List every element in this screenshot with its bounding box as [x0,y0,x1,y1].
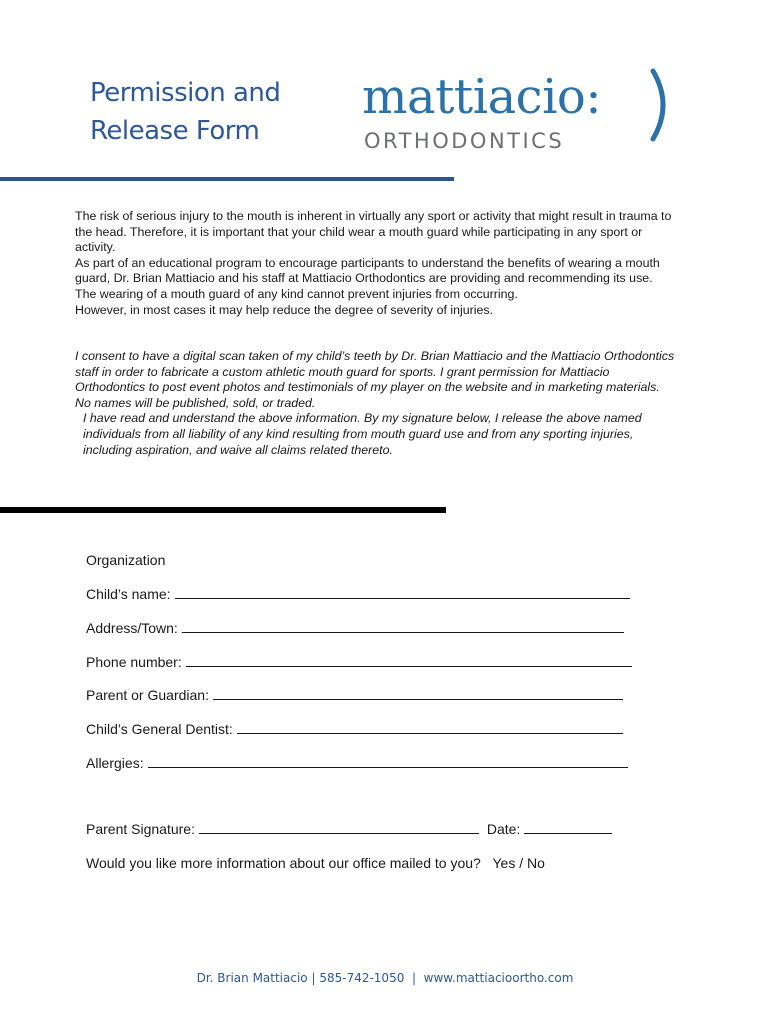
signature-field[interactable] [86,820,612,838]
childs-name-line[interactable] [175,585,630,599]
footer-doctor: Dr. Brian Mattiacio [196,971,308,985]
childs-name-label: Child’s name: [86,586,171,602]
logo-subtitle: ORTHODONTICS [364,129,565,153]
intro-text [75,209,675,318]
dentist-line[interactable] [237,720,623,734]
title-line-2: Release Form [90,116,260,146]
allergies-line[interactable] [148,754,628,768]
organization-field [86,551,165,569]
form-title [90,74,330,150]
header-divider [0,177,454,181]
dentist-label: Child’s General Dentist: [86,721,233,737]
mattiacio-logo [362,62,682,157]
childs-name-field[interactable] [86,585,630,603]
footer-phone: 585-742-1050 [319,971,405,985]
phone-label: Phone number: [86,654,182,670]
address-label: Address/Town: [86,620,178,636]
address-line[interactable] [182,619,624,633]
logo-wordmark: mattiacio: [362,69,601,125]
parent-label: Parent or Guardian: [86,687,209,703]
smile-paren-icon [649,68,673,142]
consent-paragraph: I consent to have a digital scan taken of my child’s teeth by Dr. Brian Mattiacio and the Mattiacio Orthodontics staff in order to fabricate a custom athletic mouth guard for sports. I grant permission for Mattiacio Orthodontics to post event photos and testimonials of my player on the website and in marketing materials. No names will be published, sold, or traded. [75,349,675,410]
date-label: Date: [486,821,521,837]
footer-separator: | [307,971,320,985]
footer-separator: | [404,971,424,985]
phone-field[interactable] [86,653,632,671]
more-info-question [86,854,545,872]
address-field[interactable] [86,619,624,637]
allergies-field[interactable] [86,754,628,772]
release-paragraph: I have read and understand the above information. By my signature below, I release the above named individuals from all liability of any kind resulting from mouth guard use and from any sporting injuries, including aspiration, and waive all claims related thereto. [83,411,642,457]
section-divider [0,507,446,513]
organization-label: Organization [86,552,166,568]
intro-paragraph: As part of an educational program to encourage participants to understand the benefits of wearing a mouth guard, Dr. Brian Mattiacio and his staff at Mattiacio Orthodontics are providing and recommending its use. [75,255,660,286]
intro-paragraph: However, in most cases it may help reduce the degree of severity of injuries. [75,302,494,317]
parent-line[interactable] [213,686,623,700]
date-line[interactable] [524,820,612,834]
phone-line[interactable] [186,653,632,667]
footer-website[interactable]: www.mattiacioortho.com [423,971,574,985]
allergies-label: Allergies: [86,755,144,771]
intro-paragraph: The wearing of a mouth guard of any kind cannot prevent injuries from occurring. [75,286,518,301]
signature-line[interactable] [199,820,479,834]
yes-no-options[interactable]: Yes / No [492,855,545,871]
title-line-1: Permission and [90,78,281,108]
parent-field[interactable] [86,686,623,704]
consent-text [75,349,675,458]
more-info-label: Would you like more information about our office mailed to you? [86,855,481,871]
signature-label: Parent Signature: [86,821,195,837]
dentist-field[interactable] [86,720,623,738]
intro-paragraph: The risk of serious injury to the mouth is inherent in virtually any sport or activity that might result in trauma to the head. Therefore, it is important that your child wear a mouth guard while participating in any sport or activity. [75,209,672,255]
footer-contact [0,971,770,985]
